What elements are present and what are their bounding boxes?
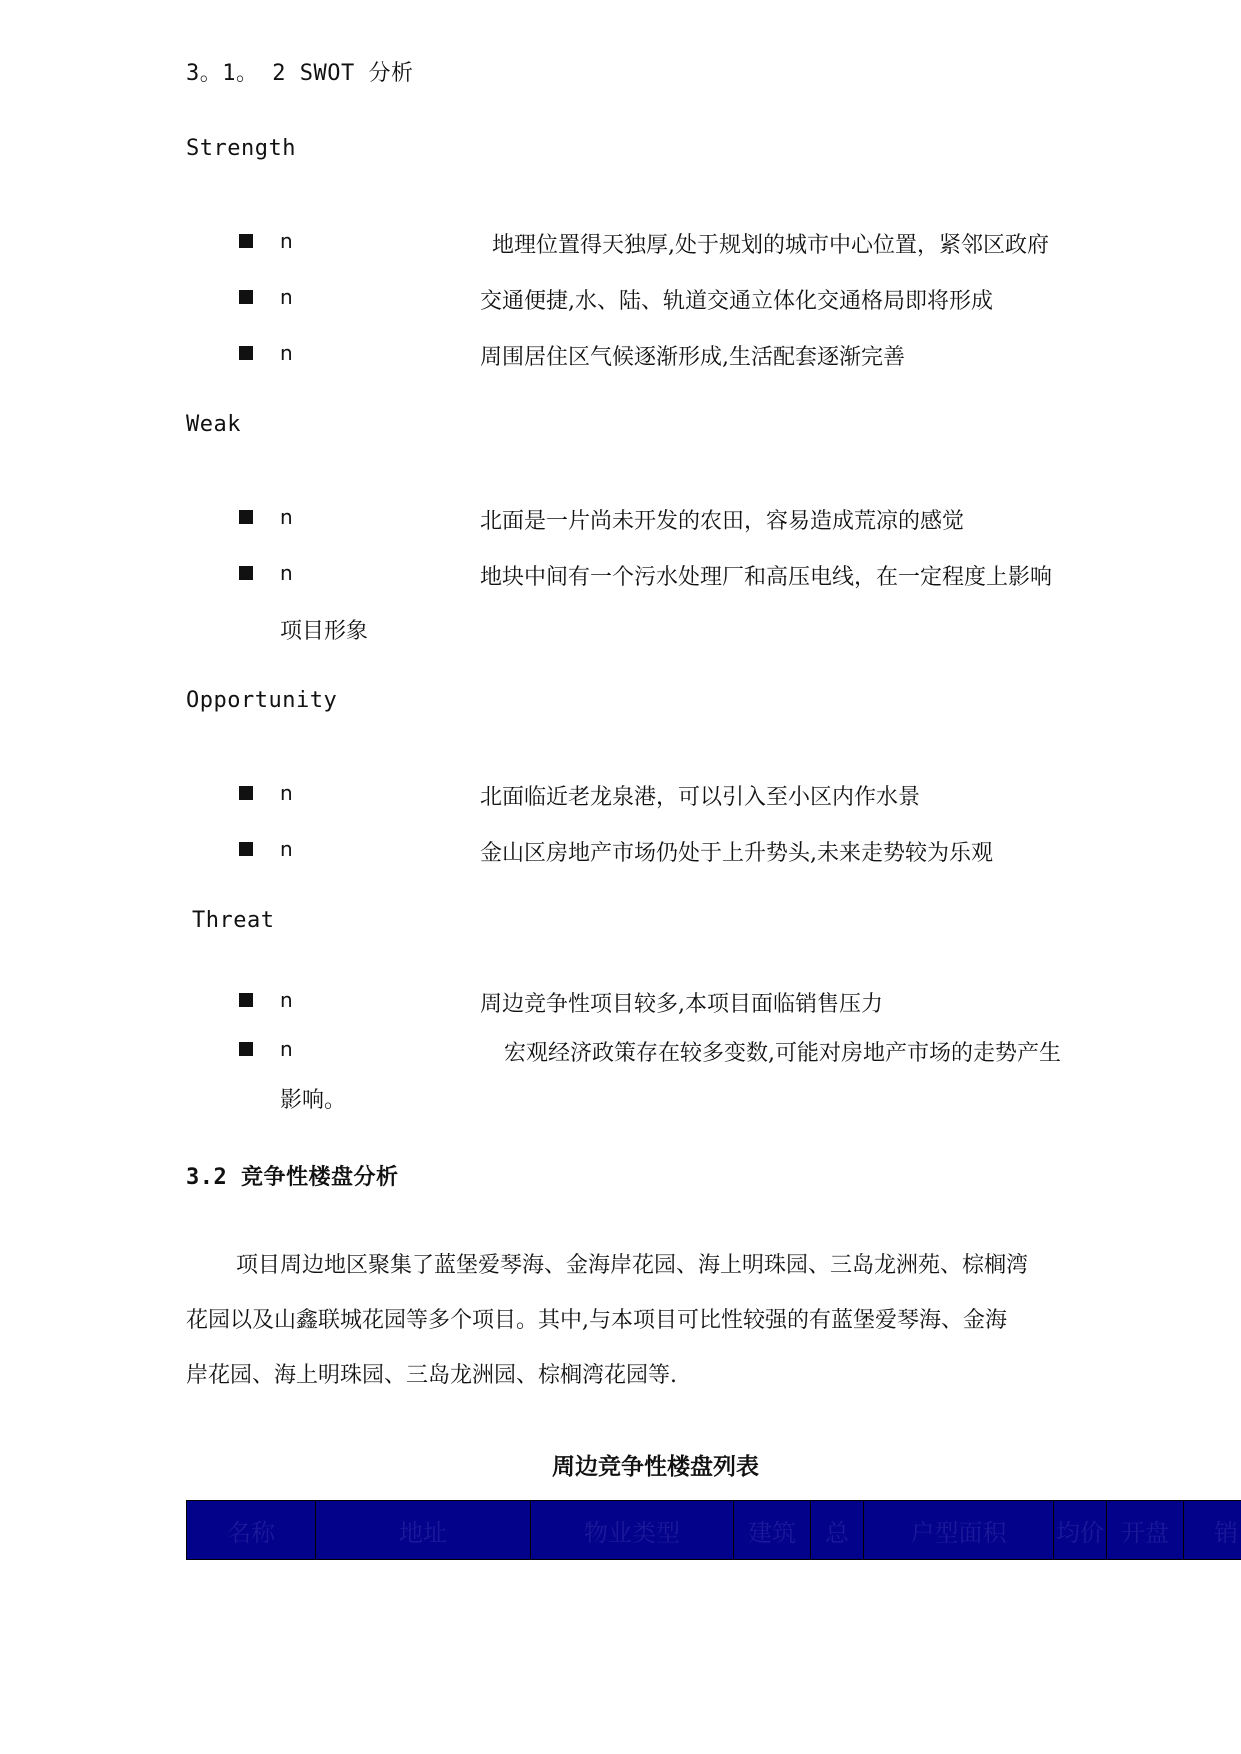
bullet-square-icon [239,346,253,360]
paragraph-line: 花园以及山鑫联城花园等多个项目。其中,与本项目可比性较强的有蓝堡爱琴海、金海 [186,1308,1007,1333]
strength-label: Strength [186,136,296,161]
list-item: 北面是一片尚未开发的农田，容易造成荒凉的感觉 [480,509,965,534]
list-marker: n [280,285,293,309]
list-item: 北面临近老龙泉港，可以引入至小区内作水景 [480,785,921,810]
table-header-building: 建筑 [734,1501,811,1560]
list-item: 周边竞争性项目较多,本项目面临销售压力 [480,992,883,1017]
list-marker: n [280,1037,293,1061]
bullet-square-icon [239,993,253,1007]
table-header-sales: 销 [1184,1501,1241,1560]
table-header-unit-area: 户型面积 [864,1501,1054,1560]
table-title: 周边竞争性楼盘列表 [552,1454,759,1480]
table-header-address: 地址 [316,1501,531,1560]
bullet-square-icon [239,842,253,856]
bullet-square-icon [239,290,253,304]
threat-label: Threat [192,908,275,933]
list-marker: n [280,505,293,529]
list-marker: n [280,341,293,365]
opportunity-label: Opportunity [186,688,338,713]
section-heading-swot: 3。1。 2 SWOT 分析 [186,61,414,86]
paragraph-line: 岸花园、海上明珠园、三岛龙洲园、棕榈湾花园等. [186,1363,677,1388]
list-item: 金山区房地产市场仍处于上升势头,未来走势较为乐观 [480,841,993,866]
weak-label: Weak [186,412,241,437]
table-header-avg-price: 均价 [1054,1501,1107,1560]
list-item: 周围居住区气候逐渐形成,生活配套逐渐完善 [480,345,905,370]
bullet-square-icon [239,786,253,800]
list-item: 宏观经济政策存在较多变数,可能对房地产市场的走势产生 [504,1041,1061,1066]
list-marker: n [280,781,293,805]
bullet-square-icon [239,234,253,248]
table-header-total: 总 [811,1501,864,1560]
table-header-property-type: 物业类型 [531,1501,734,1560]
list-marker: n [280,988,293,1012]
section-heading-competition: 3.2 竞争性楼盘分析 [186,1165,399,1190]
list-item: 地理位置得天独厚,处于规划的城市中心位置，紧邻区政府 [492,233,1049,258]
list-marker: n [280,837,293,861]
list-item-continuation: 项目形象 [280,619,369,644]
competitor-table [186,1500,1241,1560]
table-header-opening: 开盘 [1107,1501,1184,1560]
bullet-square-icon [239,1042,253,1056]
paragraph-line: 项目周边地区聚集了蓝堡爱琴海、金海岸花园、海上明珠园、三岛龙洲苑、棕榈湾 [236,1253,1029,1278]
list-marker: n [280,229,293,253]
table-header-row [187,1501,1241,1560]
list-item: 交通便捷,水、陆、轨道交通立体化交通格局即将形成 [480,289,993,314]
list-marker: n [280,561,293,585]
table-header-name: 名称 [187,1501,316,1560]
list-item-continuation: 影响。 [280,1088,347,1113]
bullet-square-icon [239,566,253,580]
bullet-square-icon [239,510,253,524]
list-item: 地块中间有一个污水处理厂和高压电线，在一定程度上影响 [480,565,1053,590]
